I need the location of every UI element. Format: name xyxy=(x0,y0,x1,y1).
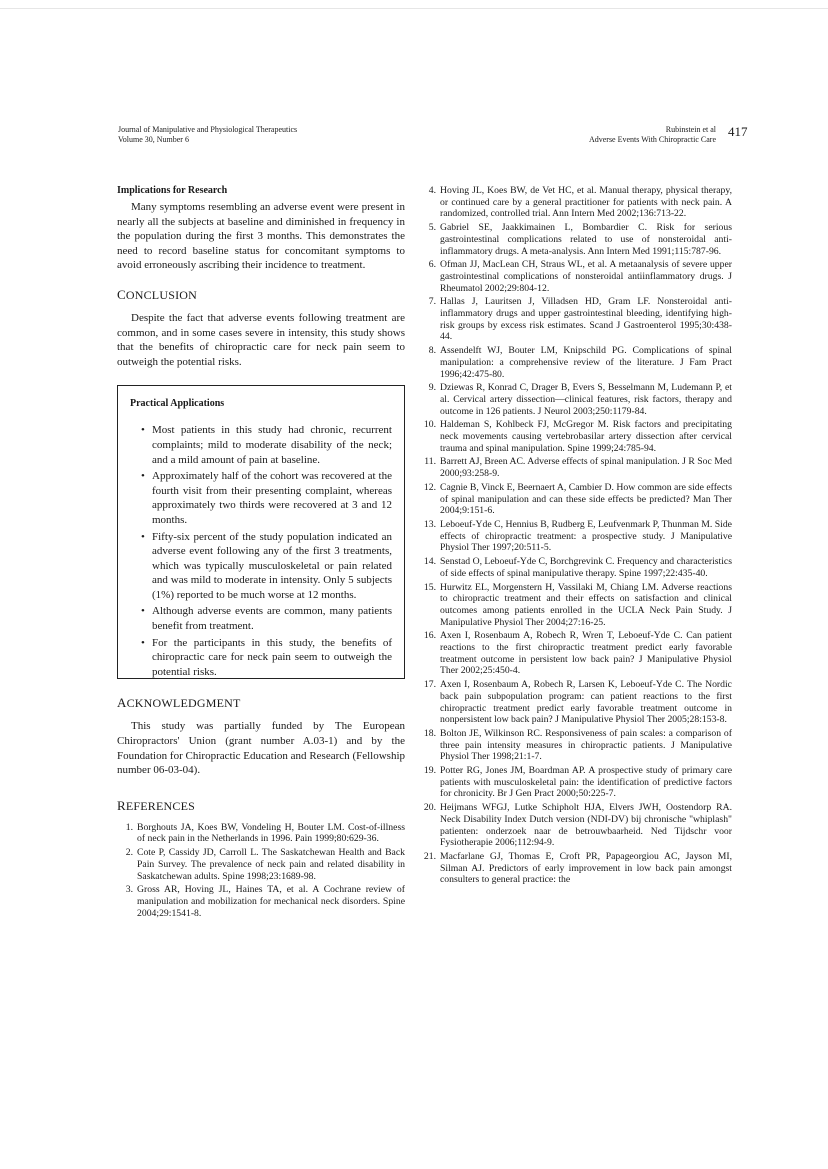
conclusion-heading: CONCLUSION xyxy=(117,286,198,302)
reference-item: 12. Cagnie B, Vinck E, Beernaert A, Cambier D. How common are side effects of spinal manipulation and can these side effects be predicted? Man Ther 2004;9:151-6. xyxy=(423,481,732,517)
top-edge-rule xyxy=(0,8,828,9)
bullet-icon: • xyxy=(141,636,145,649)
reference-item: 14. Senstad O, Leboeuf-Yde C, Borchgrevink C. Frequency and characteristics of side effects of spinal manipulative therapy. Spine 1997;22:435-40. xyxy=(423,556,732,579)
practical-item: • Most patients in this study had chronic, recurrent complaints; mild to moderate disability of the neck; and a mild amount of pain at baseline. xyxy=(141,424,392,466)
practical-item: • For the participants in this study, the benefits of chiropractic care for neck pain seem to outweigh the potential risks. xyxy=(141,636,392,678)
running-short-title: Adverse Events With Chiropractic Care xyxy=(588,135,716,144)
references-list-right xyxy=(420,185,732,886)
references-list-left xyxy=(117,822,405,920)
implications-paragraph: Many symptoms resembling an adverse event were present in nearly all the subjects at baseline and diminished in frequency in the population during the first 3 months. This demonstrates the need to record baseline status for concomitant symptoms to avoid erroneously ascribing their incidence to treatment. xyxy=(117,201,405,272)
reference-item: 9. Dziewas R, Konrad C, Drager B, Evers S, Besselmann M, Ludemann P, et al. Cervical artery dissection—clinical features, risk factors, therapy and outcome in 126 patients. J Neurol 2003;250:1179-84. xyxy=(428,382,732,417)
reference-item: 3. Gross AR, Hoving JL, Haines TA, et al. A Cochrane review of manipulation and mobilization for mechanical neck disorders. Spine 2004;29:1541-8. xyxy=(125,884,405,919)
reference-item: 18. Bolton JE, Wilkinson RC. Responsiveness of pain scales: a comparison of three pain intensity measures in chiropractic patients. J Manipulative Physiol Ther 1998;21:1-7. xyxy=(423,727,732,763)
implications-heading: Implications for Research xyxy=(117,185,228,196)
bullet-icon: • xyxy=(141,424,145,437)
journal-volume: Volume 30, Number 6 xyxy=(118,135,189,144)
reference-item: 8. Assendelft WJ, Bouter LM, Knipschild PG. Complications of spinal manipulation: a comprehensive review of the literature. J Fam Pract 1996;42:475-80. xyxy=(428,345,732,380)
practical-item: • Although adverse events are common, many patients benefit from treatment. xyxy=(141,605,392,633)
reference-item: 7. Hallas J, Lauritsen J, Villadsen HD, Gram LF. Nonsteroidal anti-inflammatory drugs and upper gastrointestinal bleeding, identifying high-risk groups by excess risk estimates. Scand J Gastroenterol 1995;30:438-44. xyxy=(428,296,732,343)
right-column xyxy=(420,185,732,888)
practical-applications-heading: Practical Applications xyxy=(130,398,225,410)
practical-applications-list xyxy=(130,423,392,679)
bullet-icon: • xyxy=(141,530,145,543)
reference-item: 21. Macfarlane GJ, Thomas E, Croft PR, Papageorgiou AC, Jayson MI, Silman AJ. Predictors of early improvement in low back pain amongst consulters to general practice: the xyxy=(423,850,732,886)
references-heading: REFERENCES xyxy=(117,797,196,813)
practical-item: • Approximately half of the cohort was recovered at the fourth visit from their presenting complaint, whereas approximately two thirds were recovered at 3 and 12 months. xyxy=(141,470,392,526)
reference-item: 13. Leboeuf-Yde C, Hennius B, Rudberg E, Leufvenmark P, Thunman M. Side effects of chiropractic treatment: a prospective study. J Manipulative Physiol Ther 1997;20:511-5. xyxy=(423,518,732,554)
reference-item: 6. Ofman JJ, MacLean CH, Straus WL, et al. A metaanalysis of severe upper gastrointestinal complications of nonsteroidal antiinflammatory drugs. J Rheumatol 2002;29:804-12. xyxy=(428,259,732,294)
reference-item: 11. Barrett AJ, Breen AC. Adverse effects of spinal manipulation. J R Soc Med 2000;93:258-9. xyxy=(424,456,732,480)
running-header-article xyxy=(520,125,716,145)
reference-item: 2. Cote P, Cassidy JD, Carroll L. The Saskatchewan Health and Back Pain Survey. The prevalence of neck pain and related disability in Saskatchewan adults. Spine 1998;23:1689-98. xyxy=(125,847,405,882)
practical-item: • Fifty-six percent of the study population indicated an adverse event following any of the first 3 treatments, which was typically musculoskeletal or pain related and was mild to moderate in intensity. Only 5 subjects (1%) reported to be much worse at 12 months. xyxy=(141,530,392,601)
reference-item: 1. Borghouts JA, Koes BW, Vondeling H, Bouter LM. Cost-of-illness of neck pain in the Netherlands in 1996. Pain 1999;80:629-36. xyxy=(125,821,405,845)
practical-applications-box xyxy=(117,385,405,679)
reference-item: 20. Heijmans WFGJ, Lutke Schipholt HJA, Elvers JWH, Oostendorp RA. Neck Disability Index Dutch version (NDI-DV) bij chronische "whiplash" patienten: onderzoek naar de betrouwbaarheid. Ned Tijdschr voor Fysiotherapie 2006;112:94-9. xyxy=(423,802,732,849)
reference-item: 15. Hurwitz EL, Morgenstern H, Vassilaki M, Chiang LM. Adverse reactions to chiropractic treatment and their effects on satisfaction and clinical outcomes among patients enrolled in the UCLA Neck Pain Study. J Manipulative Physiol Ther 2004;27:16-25. xyxy=(423,581,732,628)
journal-title: Journal of Manipulative and Physiological Therapeutics xyxy=(118,125,298,134)
left-column xyxy=(117,185,405,921)
running-header-journal xyxy=(118,125,297,145)
running-authors: Rubinstein et al xyxy=(665,125,716,134)
reference-item: 19. Potter RG, Jones JM, Boardman AP. A prospective study of primary care patients with musculoskeletal pain: the identification of predictive factors for chronicity. Br J Gen Pract 2000;50:225-7. xyxy=(423,765,732,800)
bullet-icon: • xyxy=(141,470,145,483)
acknowledgment-heading: ACKNOWLEDGMENT xyxy=(117,695,241,711)
reference-item: 5. Gabriel SE, Jaakkimainen L, Bombardier C. Risk for serious gastrointestinal complications related to use of nonsteroidal anti-inflammatory drugs. A meta-analysis. Ann Intern Med 1991;115:787-96. xyxy=(428,222,732,257)
reference-item: 10. Haldeman S, Kohlbeck FJ, McGregor M. Risk factors and precipitating neck movements causing vertebrobasilar artery dissection after cervical trauma and spinal manipulation. Spine 1999;24:785-94. xyxy=(423,419,732,454)
bullet-icon: • xyxy=(141,605,145,618)
reference-item: 4. Hoving JL, Koes BW, de Vet HC, et al. Manual therapy, physical therapy, or continued care by a general practitioner for patients with neck pain. A randomized, controlled trial. Ann Intern Med 2002;136:713-22. xyxy=(428,185,732,220)
page-number: 417 xyxy=(728,124,748,139)
acknowledgment-paragraph: This study was partially funded by The European Chiropractors' Union (grant number A.03-1) and by the Foundation for Chiropractic Education and Research (Fellowship number 06-03-04). xyxy=(117,720,405,777)
conclusion-paragraph: Despite the fact that adverse events following treatment are common, and in some cases severe in intensity, this study shows that the benefits of chiropractic care for neck pain seem to outweigh the potential risks. xyxy=(117,311,405,368)
reference-item: 16. Axen I, Rosenbaum A, Robech R, Wren T, Leboeuf-Yde C. Can patient reactions to the first chiropractic treatment predict early favorable treatment outcome in persistent low back pain? J Manipulative Physiol Ther 2002;25:450-4. xyxy=(423,630,732,677)
reference-item: 17. Axen I, Rosenbaum A, Robech R, Larsen K, Leboeuf-Yde C. The Nordic back pain subpopulation program: can patient reactions to the first chiropractic treatment predict early favorable treatment outcome in nonpersistent low back pain? J Manipulative Physiol Ther 2005;28:153-8. xyxy=(423,679,732,726)
